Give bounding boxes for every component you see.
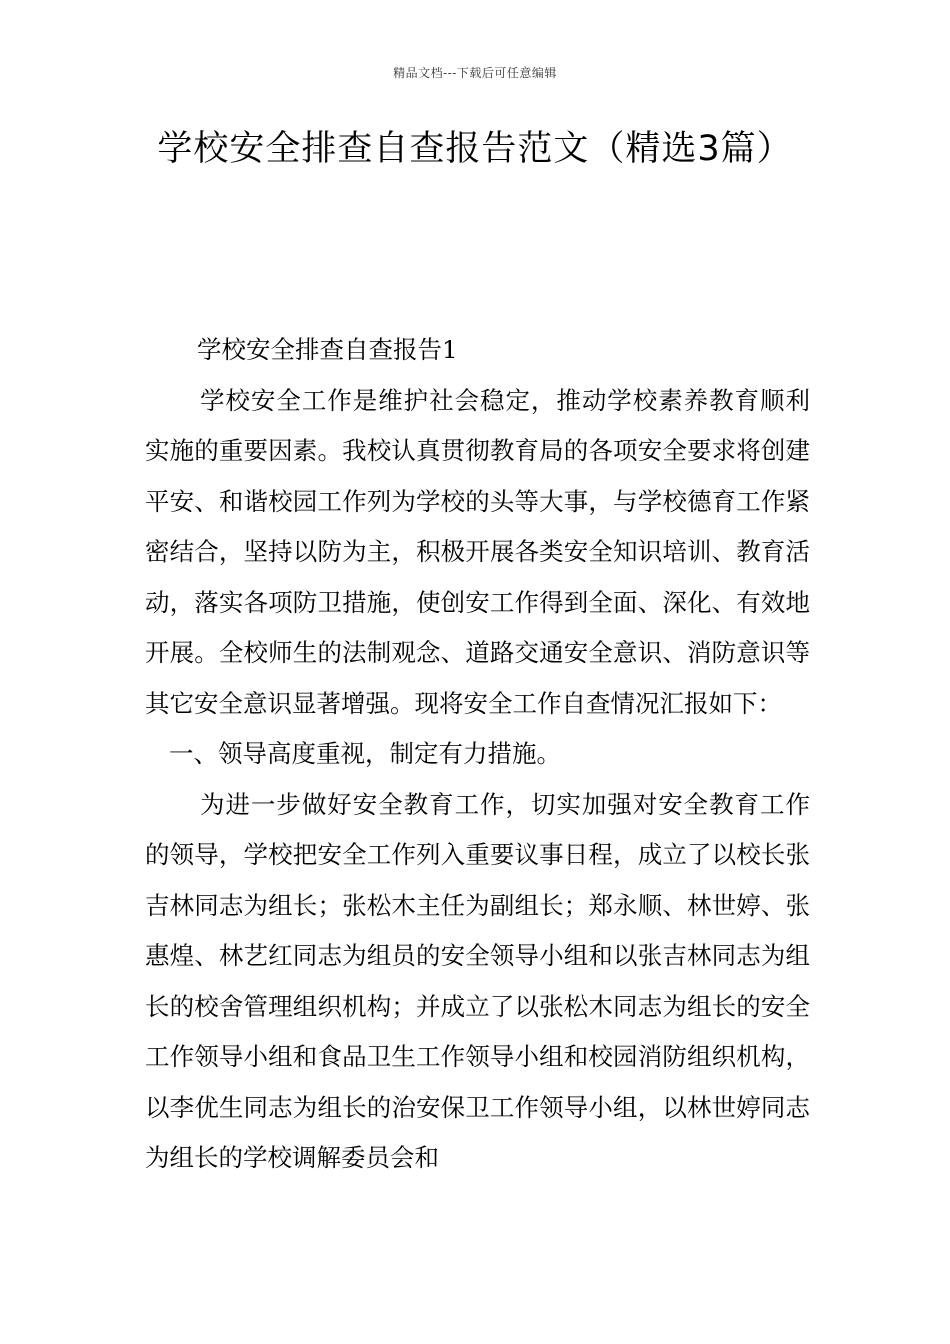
section-heading-1: 一、领导高度重视，制定有力措施。 (169, 739, 561, 768)
paragraph-leadership: 为进一步做好安全教育工作，切实加强对安全教育工作的领导，学校把安全工作列入重要议事日程，成立了以校长张吉林同志为组长；张松木主任为副组长；郑永顺、林世婷、张惠煌、林艺红同志为组员的安全领导小组和以张吉林同志为组长的校舍管理组织机构；并成立了以张松木同志为组长的安全工作领导小组和食品卫生工作领导小组和校园消防组织机构，以李优生同志为组长的治安保卫工作领导小组，以林世婷同志为组长的学校调解委员会和 (145, 789, 810, 1172)
document-title: 学校安全排查自查报告范文（精选3篇） (157, 129, 793, 169)
paragraph-intro: 学校安全工作是维护社会稳定，推动学校素养教育顺利实施的重要因素。我校认真贯彻教育局的各项安全要求将创建平安、和谐校园工作列为学校的头等大事，与学校德育工作紧密结合，坚持以防为主，积极开展各类安全知识培训、教育活动，落实各项防卫措施，使创安工作得到全面、深化、有效地开展。全校师生的法制观念、道路交通安全意识、消防意识等其它安全意识显著增强。现将安全工作自查情况汇报如下： (145, 385, 810, 718)
page-header-note: 精品文档---下载后可任意编辑 (393, 66, 557, 80)
report-subtitle: 学校安全排查自查报告1 (197, 335, 458, 364)
document-body (145, 325, 810, 1184)
